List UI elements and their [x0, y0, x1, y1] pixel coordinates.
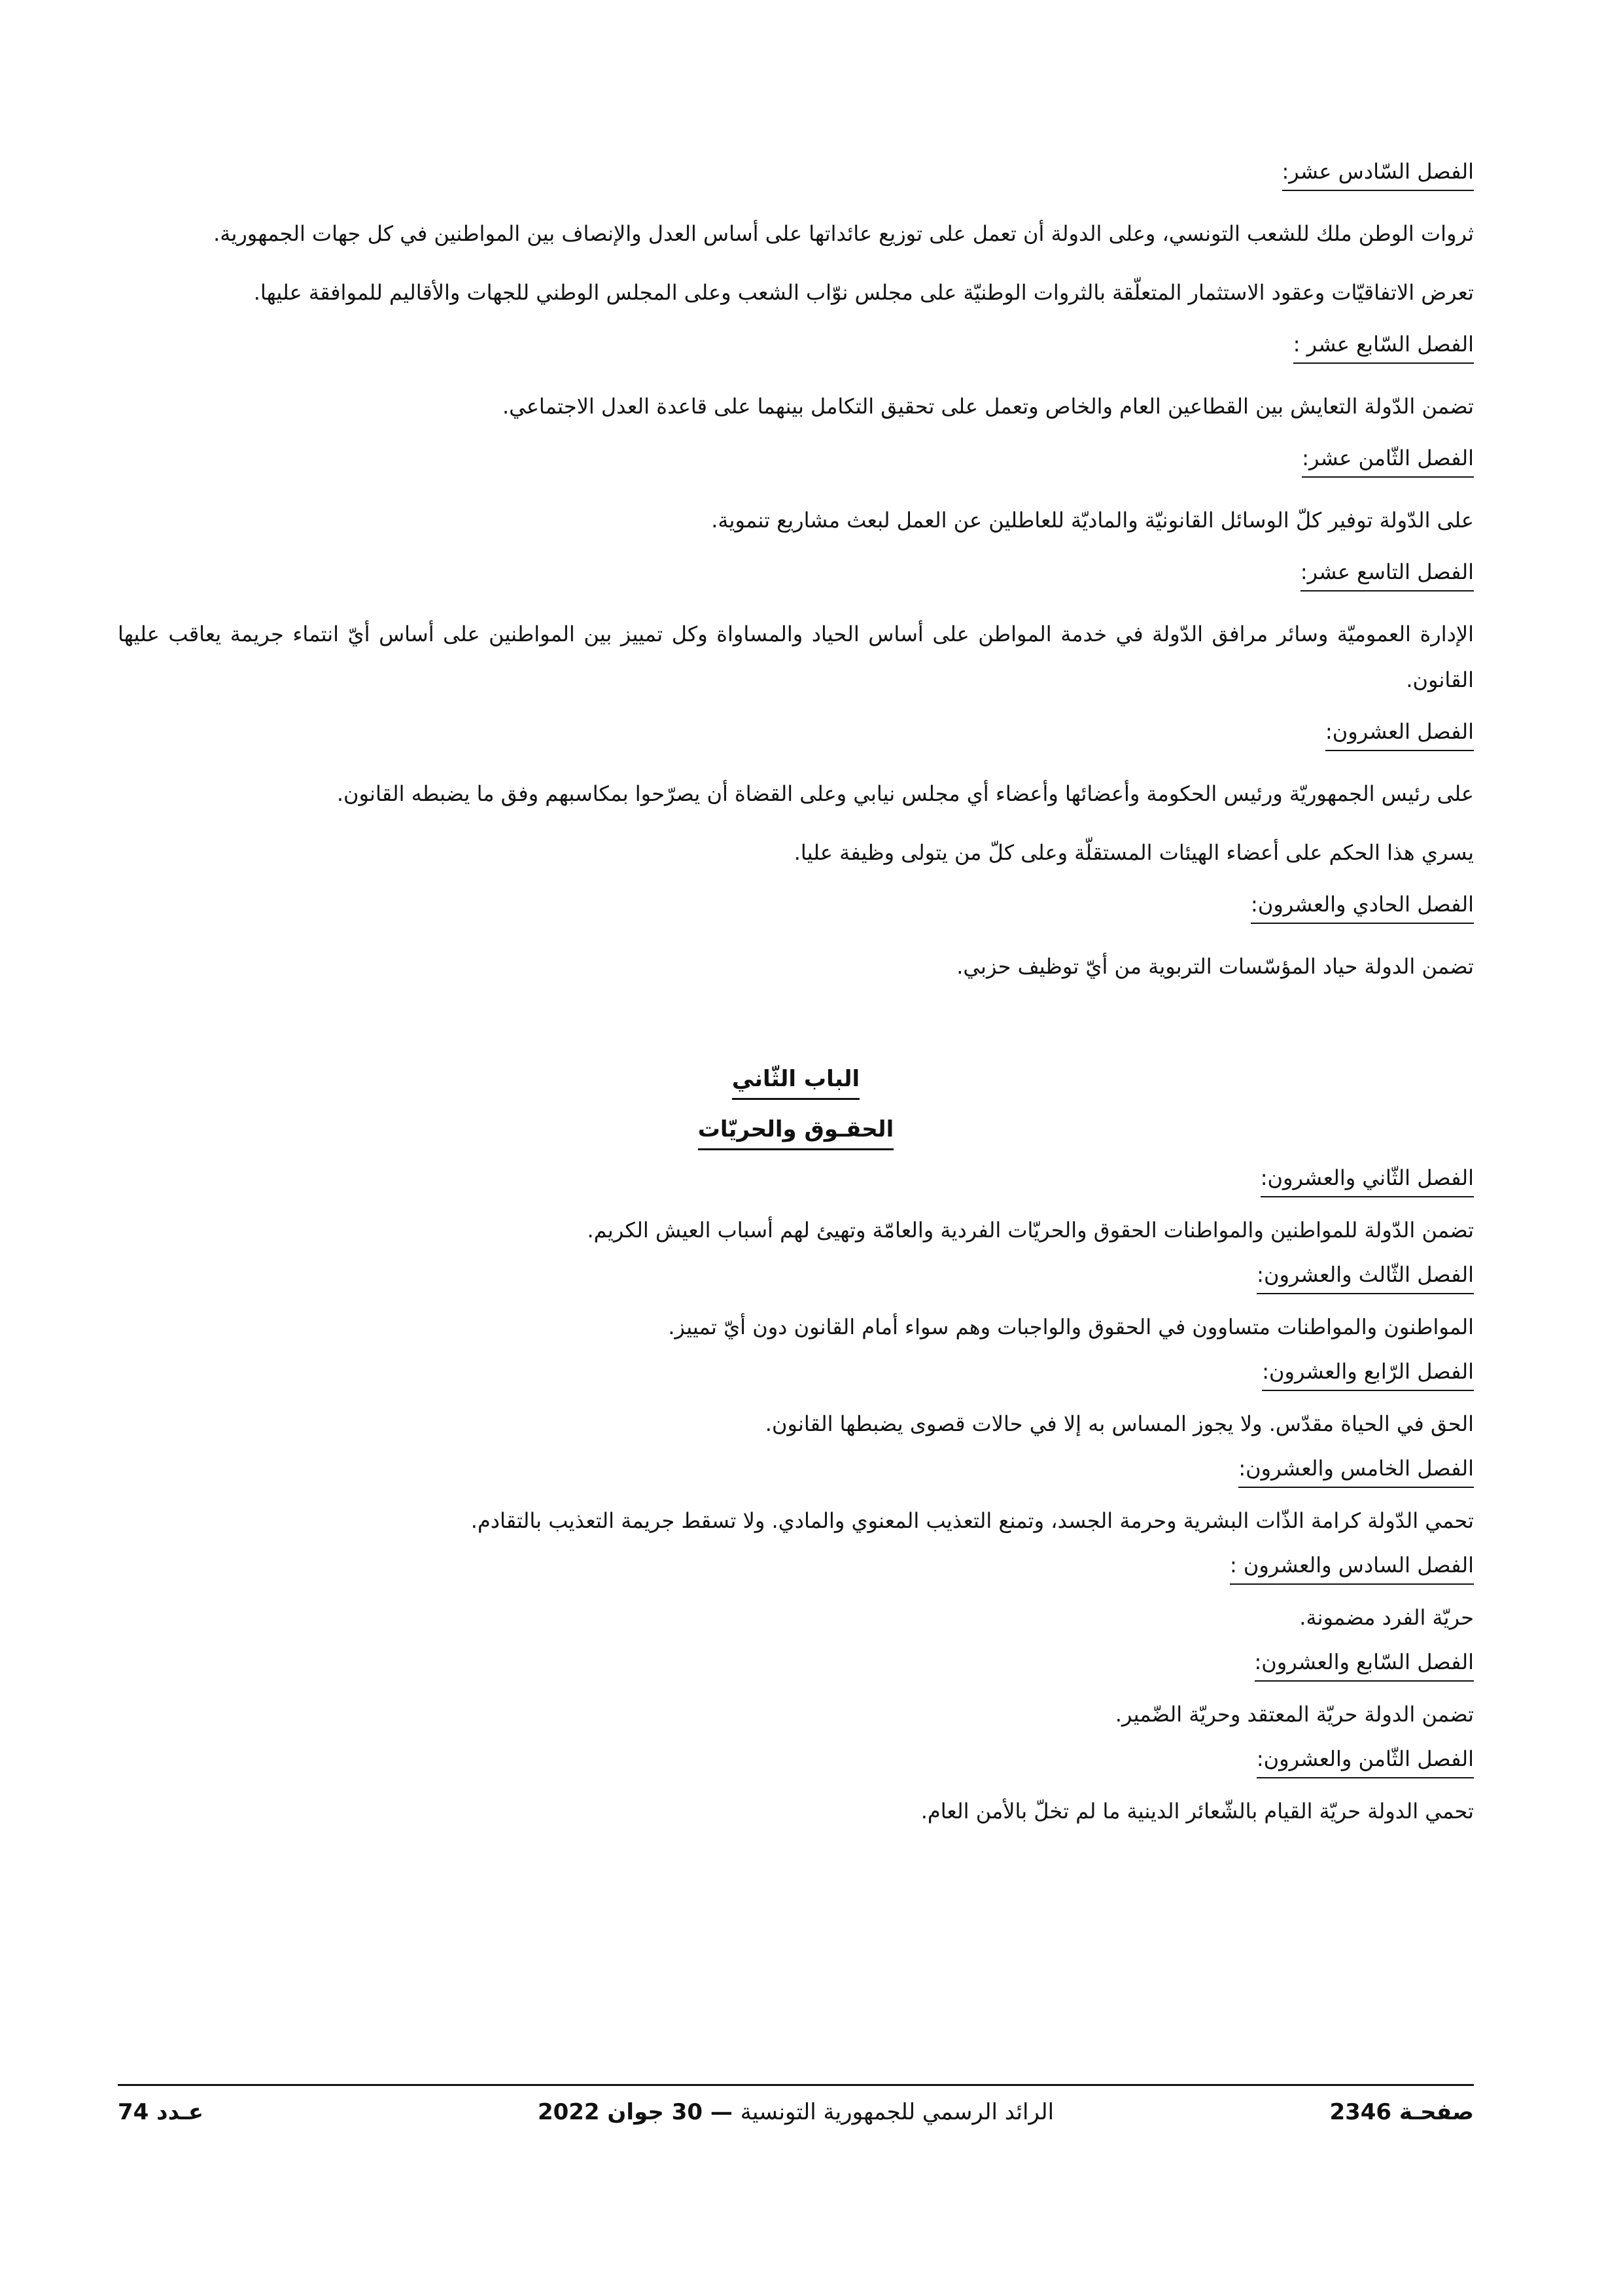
article-heading-text: الفصل الثّامن والعشرون:: [1257, 1743, 1474, 1778]
article-heading: [118, 156, 1474, 191]
chapter-subtitle: [118, 1112, 1474, 1150]
article-heading-text: الفصل التاسع عشر:: [1300, 556, 1474, 592]
article-heading: [118, 1743, 1474, 1778]
article-paragraph: يسري هذا الحكم على أعضاء الهيئات المستقلّة وعلى كلّ من يتولى وظيفة عليا.: [794, 840, 1474, 865]
article-heading: [118, 1259, 1474, 1294]
article-heading: [118, 1356, 1474, 1391]
article-heading-text: الفصل الثّامن عشر:: [1302, 442, 1474, 478]
publication-date: 30 جوان 2022: [537, 2099, 703, 2125]
issue-number: عـدد 74: [118, 2099, 204, 2125]
articles-part-2: [118, 1162, 1474, 1831]
article-paragraph: على الدّولة توفير كلّ الوسائل القانونيّة والماديّة للعاطلين عن العمل لبعث مشاريع تنموية.: [711, 508, 1474, 533]
article-heading-text: الفصل السادس والعشرون :: [1230, 1549, 1474, 1585]
article-paragraph: تعرض الاتفاقيّات وعقود الاستثمار المتعلّقة بالثروات الوطنيّة على مجلس نوّاب الشعب وعلى المجلس الوطني للجهات والأقاليم للموافقة عليها.: [253, 280, 1474, 305]
article-heading-text: الفصل الرّابع والعشرون:: [1262, 1356, 1474, 1391]
article-heading-text: الفصل الخامس والعشرون:: [1238, 1453, 1474, 1488]
article-paragraph: حريّة الفرد مضمونة.: [1299, 1605, 1474, 1630]
article-paragraph: الإدارة العموميّة وسائر مرافق الدّولة في خدمة المواطن على أساس الحياد والمساواة وكل تمييز بين المواطنين على أساس أيّ انتماء جريمة يعاقب عليها القانون.: [118, 622, 1474, 692]
article-paragraph: الحق في الحياة مقدّس. ولا يجوز المساس به إلا في حالات قصوى يضبطها القانون.: [765, 1411, 1474, 1436]
article-paragraph: تضمن الدّولة للمواطنين والمواطنات الحقوق والحريّات الفردية والعامّة وتهيئ لهم أسباب العيش الكريم.: [587, 1218, 1474, 1243]
publication-name: الرائد الرسمي للجمهورية التونسية: [740, 2099, 1055, 2125]
article-heading: [118, 889, 1474, 924]
footer-publication-line: [118, 2099, 1474, 2125]
article-heading-text: الفصل العشرون:: [1325, 716, 1474, 751]
article-paragraph: تضمن الدّولة التعايش بين القطاعين العام والخاص وتعمل على تحقيق التكامل بينهما على قاعدة العدل الاجتماعي.: [502, 394, 1474, 419]
article-heading-text: الفصل السّابع عشر :: [1293, 328, 1474, 364]
footer-dash: —: [710, 2099, 733, 2125]
article-heading: [118, 328, 1474, 364]
articles-part-1: [118, 156, 1474, 989]
article-paragraph: على رئيس الجمهوريّة ورئيس الحكومة وأعضائها وأعضاء أي مجلس نيابي وعلى القضاة أن يصرّحوا بمكاسبهم وفق ما يضبطه القانون.: [336, 781, 1474, 806]
article-paragraph: تحمي الدولة حريّة القيام بالشّعائر الدينية ما لم تخلّ بالأمن العام.: [920, 1799, 1474, 1824]
article-heading: [118, 1646, 1474, 1682]
page-footer: [118, 2099, 1474, 2138]
article-heading: [118, 716, 1474, 751]
article-heading-text: الفصل السّادس عشر:: [1282, 156, 1474, 191]
section-spacer: [118, 1002, 1474, 1061]
page-number: صفحـة 2346: [1329, 2099, 1474, 2125]
article-paragraph: تضمن الدولة حريّة المعتقد وحريّة الضّمير.: [1115, 1702, 1474, 1727]
article-heading: [118, 1549, 1474, 1585]
article-paragraph: ثروات الوطن ملك للشعب التونسي، وعلى الدولة أن تعمل على توزيع عائداتها على أساس العدل والإنصاف بين المواطنين في كل جهات الجمهورية.: [213, 221, 1474, 246]
article-heading-text: الفصل السّابع والعشرون:: [1255, 1646, 1475, 1682]
article-heading: [118, 556, 1474, 592]
document-body: [118, 156, 1474, 1840]
article-heading: [118, 1453, 1474, 1488]
footer-divider: [118, 2084, 1474, 2086]
article-heading-text: الفصل الثّاني والعشرون:: [1261, 1162, 1474, 1197]
article-heading-text: الفصل الحادي والعشرون:: [1251, 889, 1474, 924]
article-heading: [118, 1162, 1474, 1197]
article-paragraph: المواطنون والمواطنات متساوون في الحقوق والواجبات وهم سواء أمام القانون دون أيّ تمييز.: [668, 1315, 1474, 1339]
article-heading: [118, 442, 1474, 478]
page: [118, 0, 1474, 2296]
article-heading-text: الفصل الثّالث والعشرون:: [1257, 1259, 1474, 1294]
chapter-subtitle-text: الحقـوق والحريّات: [698, 1112, 894, 1150]
chapter-title-text: الباب الثّاني: [732, 1061, 860, 1100]
article-paragraph: تضمن الدولة حياد المؤسّسات التربوية من أيّ توظيف حزبي.: [956, 954, 1474, 979]
article-paragraph: تحمي الدّولة كرامة الذّات البشرية وحرمة الجسد، وتمنع التعذيب المعنوي والمادي. ولا تسقط جريمة التعذيب بالتقادم.: [470, 1508, 1474, 1533]
chapter-title: [118, 1061, 1474, 1100]
